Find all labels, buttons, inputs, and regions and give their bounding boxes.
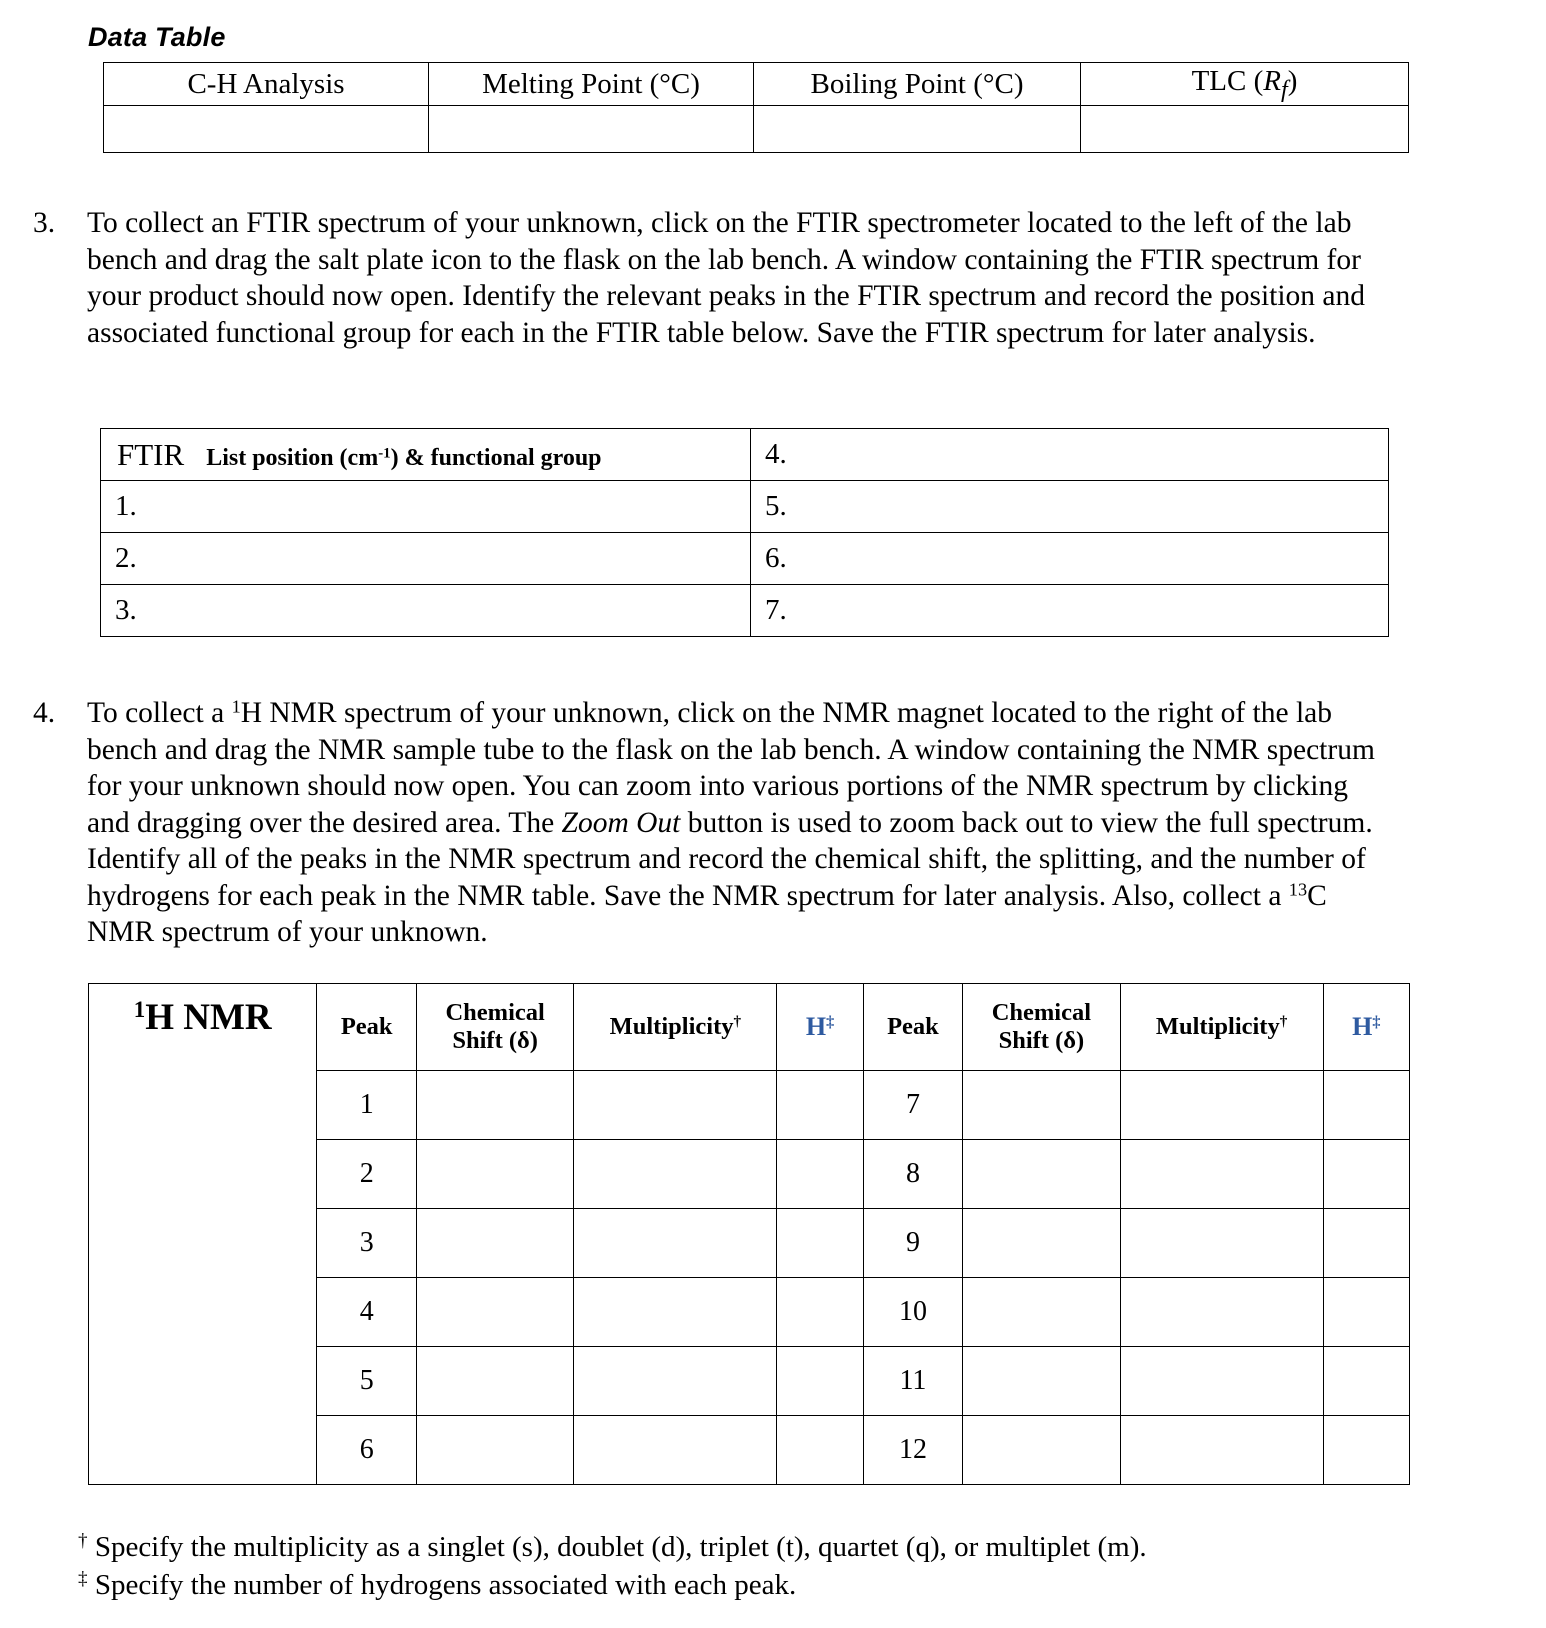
nmr-shift-input[interactable] bbox=[416, 1278, 573, 1347]
nmr-hydrogens-input[interactable] bbox=[1323, 1209, 1409, 1278]
nmr-peak-number: 11 bbox=[863, 1347, 963, 1416]
ftir-instruction: List position $(cm^{-1})$ & functional group bbox=[206, 444, 602, 471]
nmr-shift-input[interactable] bbox=[963, 1416, 1120, 1485]
nmr-multiplicity-input[interactable] bbox=[1120, 1416, 1323, 1485]
nmr-title-main: H NMR bbox=[145, 997, 272, 1038]
table-row bbox=[104, 106, 1409, 153]
nmr-peak-number: 9 bbox=[863, 1209, 963, 1278]
table-row bbox=[101, 533, 1389, 585]
nmr-multiplicity-input[interactable] bbox=[1120, 1071, 1323, 1140]
dagger-mark: † bbox=[78, 1530, 88, 1552]
nmr-col-header-multiplicity-left: Multiplicity† bbox=[574, 984, 777, 1071]
nmr-table-title bbox=[89, 984, 317, 1485]
dagger-mark: † bbox=[1279, 1013, 1288, 1031]
ftir-exponent: -1 bbox=[378, 444, 391, 461]
nmr-hydrogens-input[interactable] bbox=[777, 1071, 863, 1140]
nmr-col-header-chemical-shift-right: Chemical Shift (δ) bbox=[963, 984, 1120, 1071]
nmr-hydrogens-input[interactable] bbox=[777, 1416, 863, 1485]
nmr-col-header-multiplicity-right: Multiplicity† bbox=[1120, 984, 1323, 1071]
item-3-number: 3. bbox=[33, 207, 56, 239]
nmr-multiplicity-input[interactable] bbox=[574, 1416, 777, 1485]
table-row-header bbox=[89, 984, 1410, 1071]
tlc-paren-close: ) bbox=[1287, 64, 1298, 97]
nmr-col-header-chemical-shift-left: Chemical Shift (δ) bbox=[416, 984, 573, 1071]
nmr-hydrogens-input[interactable] bbox=[1323, 1140, 1409, 1209]
ftir-entry-7[interactable]: 7. bbox=[751, 585, 1389, 637]
nmr-shift-input[interactable] bbox=[963, 1278, 1120, 1347]
nmr-table-container bbox=[88, 983, 1410, 1485]
data-cell-boiling-point[interactable] bbox=[754, 106, 1081, 153]
double-dagger-mark: ‡ bbox=[826, 1013, 835, 1031]
item-4-seg3: button is used to zoom back out to view the full spectrum. Identify all of the peaks in the NMR spectrum and record the chemical shift, the splitting, and the number of hydrogens for each peak in the NMR table. Save the NMR spectrum for later analysis. Also, collect a bbox=[87, 806, 1373, 912]
tlc-paren-open: ( bbox=[1253, 64, 1264, 97]
table-row-header bbox=[101, 429, 1389, 481]
nmr-peak-number: 2 bbox=[317, 1140, 417, 1209]
nmr-shift-input[interactable] bbox=[416, 1140, 573, 1209]
ftir-table bbox=[100, 428, 1389, 637]
item-4-number: 4. bbox=[33, 697, 56, 729]
nmr-col-header-hydrogens-right: H‡ bbox=[1323, 984, 1409, 1071]
ftir-entry-3[interactable]: 3. bbox=[101, 585, 751, 637]
nmr-shift-input[interactable] bbox=[416, 1209, 573, 1278]
table-row-header bbox=[104, 63, 1409, 106]
nmr-shift-input[interactable] bbox=[963, 1347, 1120, 1416]
data-cell-ch-analysis[interactable] bbox=[104, 106, 429, 153]
nmr-shift-input[interactable] bbox=[963, 1071, 1120, 1140]
item-3-text: To collect an FTIR spectrum of your unknown, click on the FTIR spectrometer located to the left of the lab bench and drag the salt plate icon to the flask on the lab bench. A window containing the FTIR spectrum for your product should now open. Identify the relevant peaks in the FTIR spectrum and record the position and associated functional group for each in the FTIR table below. Save the FTIR spectrum for later analysis. bbox=[87, 207, 1366, 349]
nmr-multiplicity-input[interactable] bbox=[574, 1140, 777, 1209]
nmr-hydrogens-input[interactable] bbox=[777, 1347, 863, 1416]
table-row bbox=[101, 481, 1389, 533]
nmr-title-superscript: 1 bbox=[133, 997, 146, 1023]
instruction-item-3 bbox=[33, 205, 1393, 351]
ftir-entry-5[interactable]: 5. bbox=[751, 481, 1389, 533]
ftir-entry-4[interactable]: 4. bbox=[751, 429, 1389, 481]
double-dagger-mark: ‡ bbox=[1372, 1013, 1381, 1031]
nmr-peak-number: 4 bbox=[317, 1278, 417, 1347]
nmr-shift-input[interactable] bbox=[963, 1209, 1120, 1278]
footnote-dagger-text: Specify the multiplicity as a singlet (s), doublet (d), triplet (t), quartet (q), or multiplet (m). bbox=[87, 1531, 1147, 1563]
nmr-shift-input[interactable] bbox=[416, 1347, 573, 1416]
nmr-hydrogens-input[interactable] bbox=[1323, 1416, 1409, 1485]
ftir-header-label bbox=[101, 429, 751, 481]
table-row bbox=[101, 585, 1389, 637]
nmr-multiplicity-input[interactable] bbox=[1120, 1209, 1323, 1278]
item-4-seg1: To collect a bbox=[87, 697, 232, 729]
data-col-header-tlc bbox=[1081, 63, 1409, 106]
item-4-text bbox=[87, 695, 1393, 951]
nmr-multiplicity-input[interactable] bbox=[574, 1278, 777, 1347]
nmr-hydrogens-input[interactable] bbox=[777, 1140, 863, 1209]
item-4-seg2: H NMR spectrum of your unknown, click on the NMR magnet located to the right of the lab bench and drag the NMR sample tube to the flask on the lab bench. A window containing the NMR spectrum for your unknown should now open. You can zoom into various portions of the NMR spectrum by clicking and dragging over the desired area. The bbox=[87, 697, 1375, 839]
nmr-hydrogens-input[interactable] bbox=[1323, 1071, 1409, 1140]
ftir-table-container bbox=[100, 428, 1388, 637]
data-table-heading: Data Table bbox=[88, 22, 226, 52]
nmr-hydrogens-input[interactable] bbox=[1323, 1347, 1409, 1416]
nmr-peak-number: 3 bbox=[317, 1209, 417, 1278]
footnotes bbox=[78, 1528, 1418, 1604]
nmr-hydrogens-input[interactable] bbox=[777, 1278, 863, 1347]
data-col-header-ch-analysis: C-H Analysis bbox=[104, 63, 429, 106]
footnote-double-dagger bbox=[78, 1566, 1418, 1604]
ftir-entry-6[interactable]: 6. bbox=[751, 533, 1389, 585]
ftir-label-text: FTIR bbox=[117, 436, 185, 472]
nmr-shift-input[interactable] bbox=[416, 1416, 573, 1485]
nmr-col-header-peak-left: Peak bbox=[317, 984, 417, 1071]
tlc-rf-r: R bbox=[1263, 64, 1282, 97]
data-table bbox=[103, 62, 1409, 153]
data-cell-tlc[interactable] bbox=[1081, 106, 1409, 153]
nmr-multiplicity-input[interactable] bbox=[1120, 1140, 1323, 1209]
nmr-peak-number: 6 bbox=[317, 1416, 417, 1485]
item-4-seg4: C NMR spectrum of your unknown. bbox=[87, 879, 1327, 948]
nmr-multiplicity-input[interactable] bbox=[1120, 1347, 1323, 1416]
nmr-peak-number: 7 bbox=[863, 1071, 963, 1140]
tlc-label: TLC bbox=[1191, 64, 1247, 97]
nmr-hydrogens-input[interactable] bbox=[1323, 1278, 1409, 1347]
nmr-multiplicity-input[interactable] bbox=[574, 1347, 777, 1416]
data-col-header-boiling-point: Boiling Point (°C) bbox=[754, 63, 1081, 106]
ftir-entry-1[interactable]: 1. bbox=[101, 481, 751, 533]
nmr-peak-number: 10 bbox=[863, 1278, 963, 1347]
nmr-multiplicity-input[interactable] bbox=[1120, 1278, 1323, 1347]
nmr-table bbox=[88, 983, 1410, 1485]
nmr-shift-input[interactable] bbox=[416, 1071, 573, 1140]
nmr-shift-input[interactable] bbox=[963, 1140, 1120, 1209]
nmr-col-header-hydrogens-left: H‡ bbox=[777, 984, 863, 1071]
tlc-rf-subscript: f bbox=[1281, 75, 1288, 103]
data-col-header-melting-point: Melting Point (°C) bbox=[429, 63, 754, 106]
footnote-double-dagger-text: Specify the number of hydrogens associated with each peak. bbox=[87, 1569, 797, 1601]
proton-superscript: 1 bbox=[231, 696, 241, 717]
zoom-out-button-reference: Zoom Out bbox=[561, 806, 681, 839]
double-dagger-mark: ‡ bbox=[78, 1568, 88, 1590]
ftir-entry-2[interactable]: 2. bbox=[101, 533, 751, 585]
nmr-multiplicity-input[interactable] bbox=[574, 1071, 777, 1140]
nmr-peak-number: 12 bbox=[863, 1416, 963, 1485]
data-table-container bbox=[103, 62, 1408, 153]
nmr-peak-number: 8 bbox=[863, 1140, 963, 1209]
nmr-col-header-peak-right: Peak bbox=[863, 984, 963, 1071]
nmr-multiplicity-input[interactable] bbox=[574, 1209, 777, 1278]
data-cell-melting-point[interactable] bbox=[429, 106, 754, 153]
footnote-dagger bbox=[78, 1528, 1418, 1566]
instruction-item-4 bbox=[33, 695, 1393, 951]
nmr-peak-number: 1 bbox=[317, 1071, 417, 1140]
nmr-peak-number: 5 bbox=[317, 1347, 417, 1416]
dagger-mark: † bbox=[733, 1013, 742, 1031]
nmr-hydrogens-input[interactable] bbox=[777, 1209, 863, 1278]
carbon13-superscript: 13 bbox=[1288, 879, 1308, 899]
